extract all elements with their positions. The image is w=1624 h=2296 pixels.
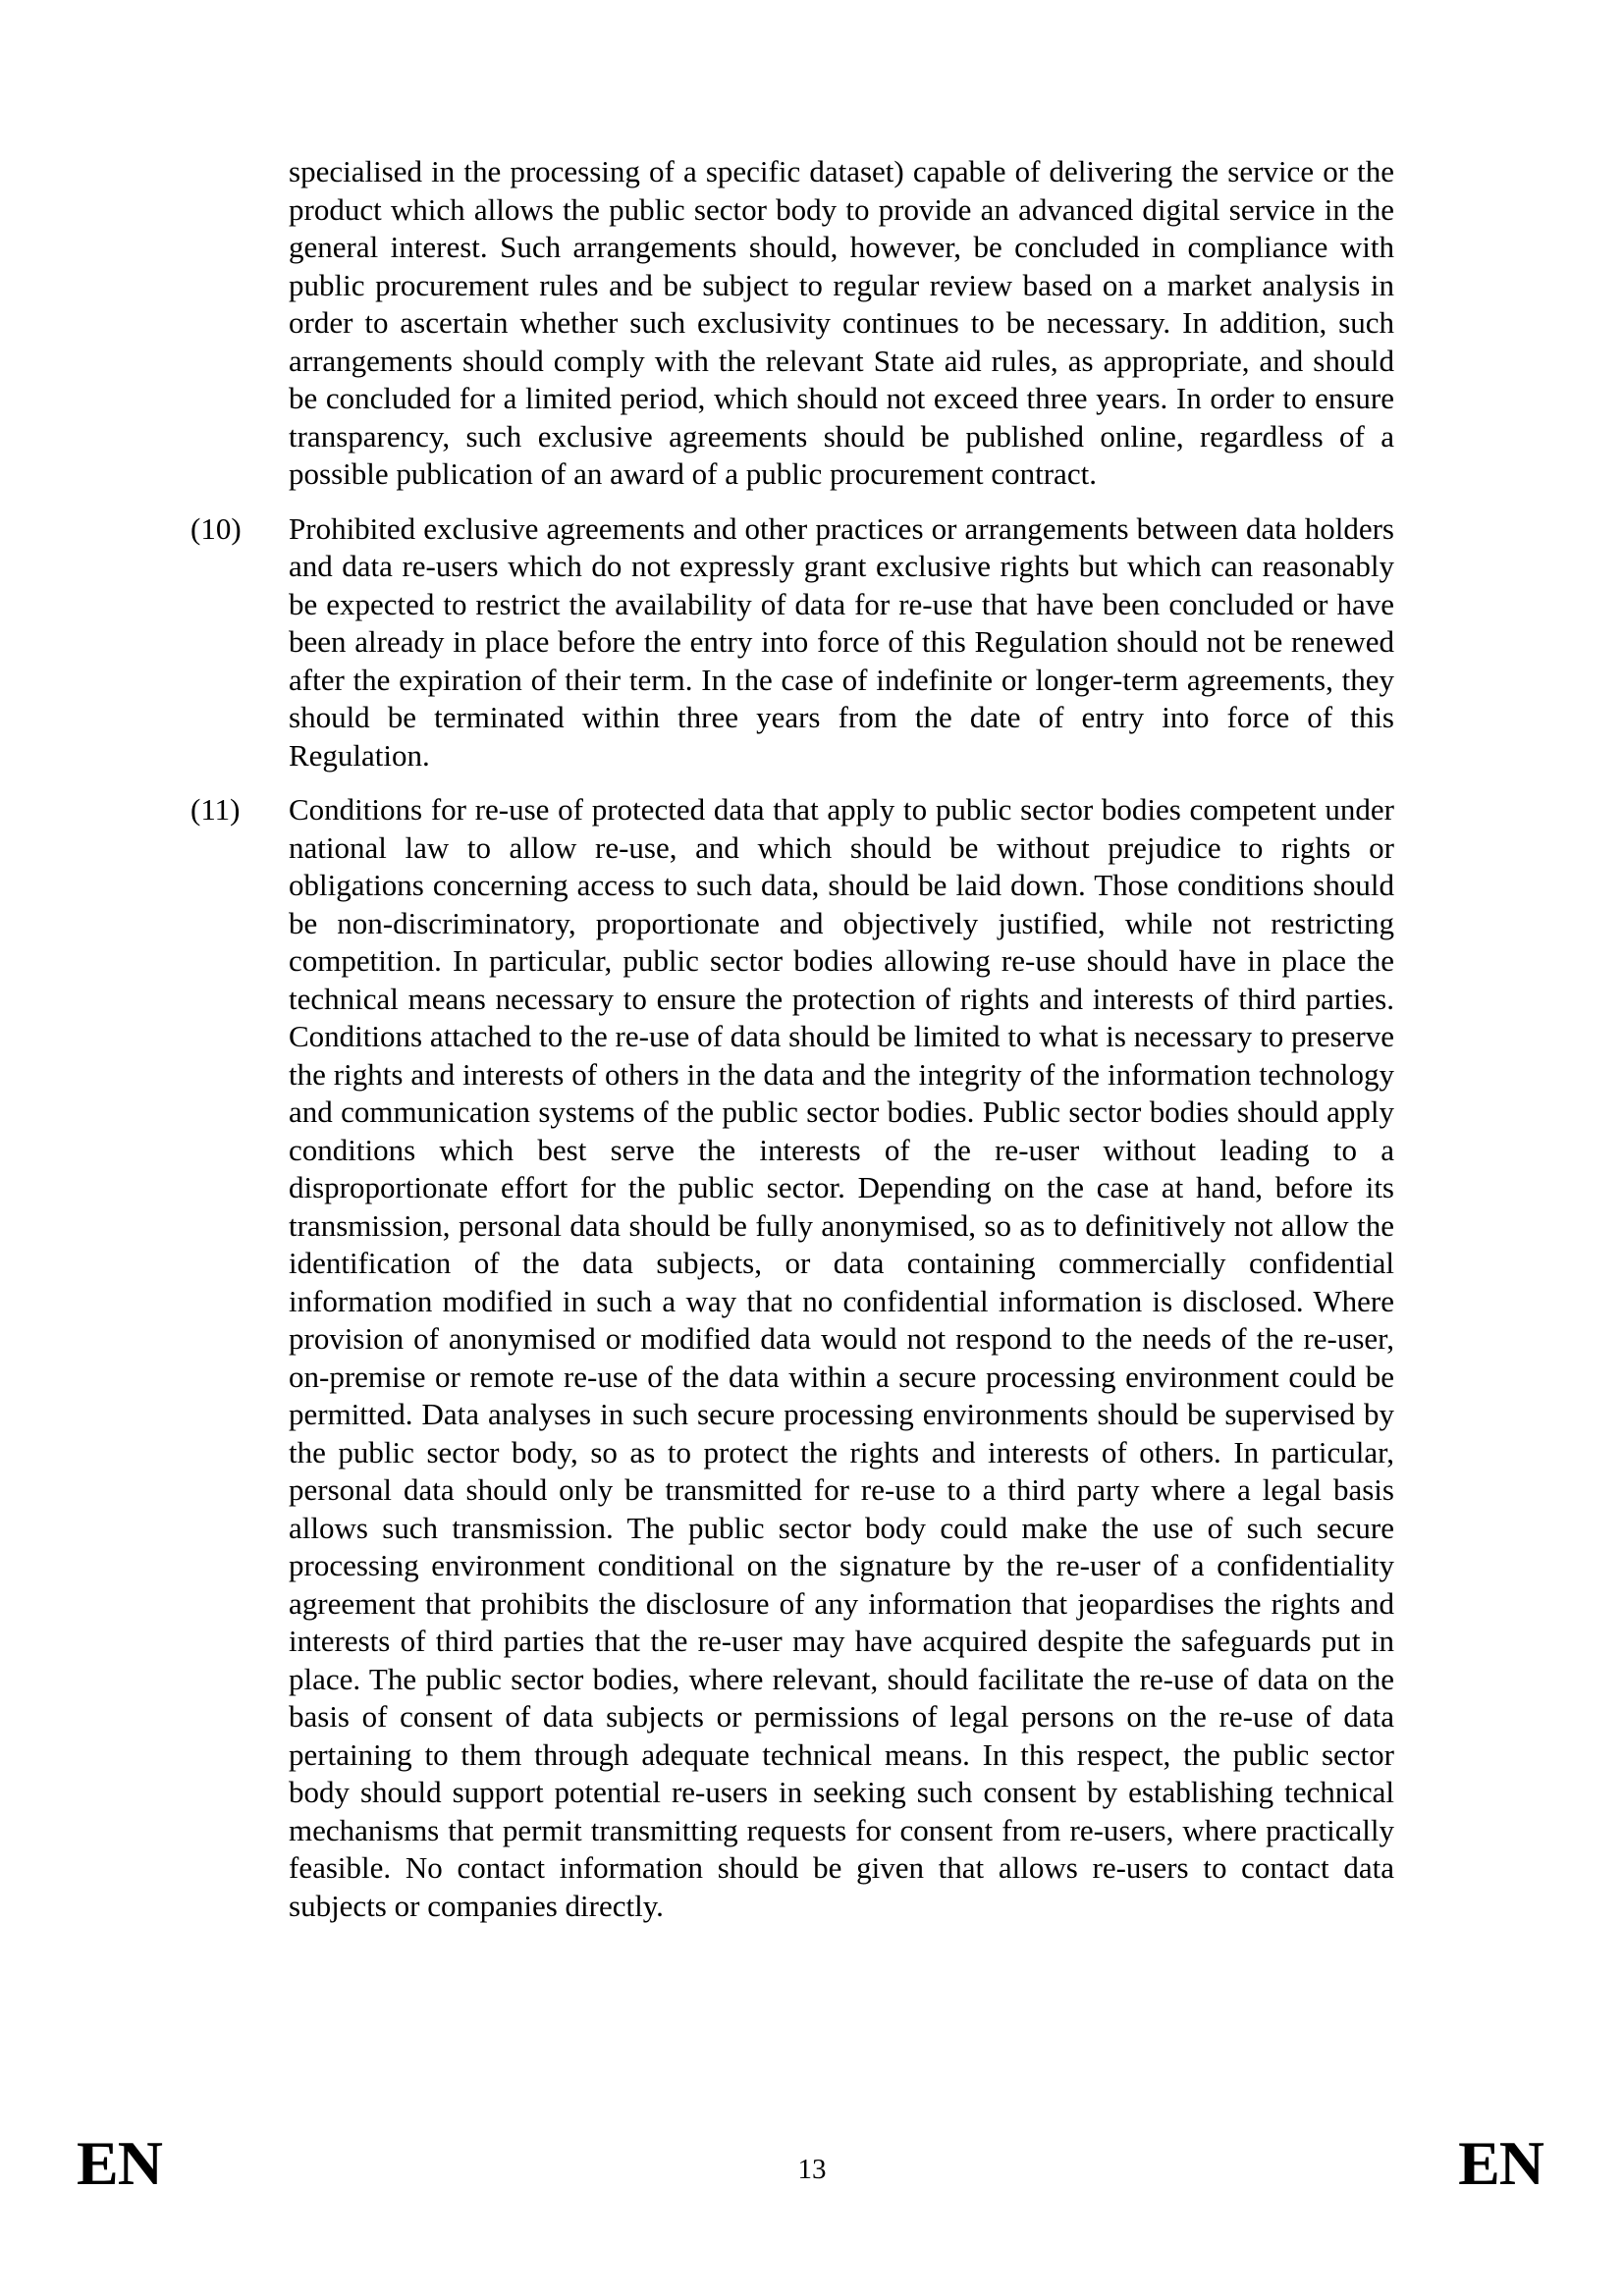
footer-language-code-right: EN — [1458, 2128, 1543, 2198]
recital-text: specialised in the processing of a specific dataset) capable of delivering the service or the product which allows the public sector body to provide an advanced digital service in the general interest. Such arrangements should, however, be concluded in compliance with public procurement rules and be subject to regular review based on a market analysis in order to ascertain whether such exclusivity continues to be necessary. In addition, such arrangements should comply with the relevant State aid rules, as appropriate, and should be concluded for a limited period, which should not exceed three years. In order to ensure transparency, such exclusive agreements should be published online, regardless of a possible publication of an award of a public procurement contract. — [289, 154, 1394, 491]
recital-number: (10) — [190, 510, 242, 546]
page-number: 13 — [797, 2154, 827, 2185]
recital-number — [190, 153, 289, 494]
recital-paragraph — [190, 510, 1394, 775]
document-body — [190, 153, 1394, 1942]
footer-language-code-left: EN — [77, 2128, 162, 2198]
recital-text: Conditions for re-use of protected data that apply to public sector bodies competent under national law to allow re-use, and which should be without prejudice to rights or obligations concerning access to such data, should be laid down. Those conditions should be non-discriminatory, proportionate and objectively justified, while not restricting competition. In particular, public sector bodies allowing re-use should have in place the technical means necessary to ensure the protection of rights and interests of third parties. Conditions attached to the re-use of data should be limited to what is necessary to preserve the rights and interests of others in the data and the integrity of the information technology and communication systems of the public sector bodies. Public sector bodies should apply conditions which best serve the interests of the re-user without leading to a disproportionate effort for the public sector. Depending on the case at hand, before its transmission, personal data should be fully anonymised, so as to definitively not allow the identification of the data subjects, or data containing commercially confidential information modified in such a way that no confidential information is disclosed. Where provision of anonymised or modified data would not respond to the needs of the re-user, on-premise or remote re-use of the data within a secure processing environment could be permitted. Data analyses in such secure processing environments should be supervised by the public sector body, so as to protect the rights and interests of others. In particular, personal data should only be transmitted for re-use to a third party where a legal basis allows such transmission. The public sector body could make the use of such secure processing environment conditional on the signature by the re-user of a confidentiality agreement that prohibits the disclosure of any information that jeopardises the rights and interests of third parties that the re-user may have acquired despite the safeguards put in place. The public sector bodies, where relevant, should facilitate the re-use of data on the basis of consent of data subjects or permissions of legal persons on the re-use of data pertaining to them through adequate technical means. In this respect, the public sector body should support potential re-users in seeking such consent by establishing technical mechanisms that permit transmitting requests for consent from re-users, where practically feasible. No contact information should be given that allows re-users to contact data subjects or companies directly. — [289, 792, 1394, 1923]
recital-number: (11) — [190, 792, 241, 827]
recital-paragraph — [190, 153, 1394, 494]
recital-text: Prohibited exclusive agreements and other practices or arrangements between data holders and data re-users which do not expressly grant exclusive rights but which can reasonably be expected to restrict the availability of data for re-use that have been concluded or have been already in place before the entry into force of this Regulation should not be renewed after the expiration of their term. In the case of indefinite or longer-term agreements, they should be terminated within three years from the date of entry into force of this Regulation. — [289, 510, 1394, 773]
recital-paragraph — [190, 791, 1394, 1925]
